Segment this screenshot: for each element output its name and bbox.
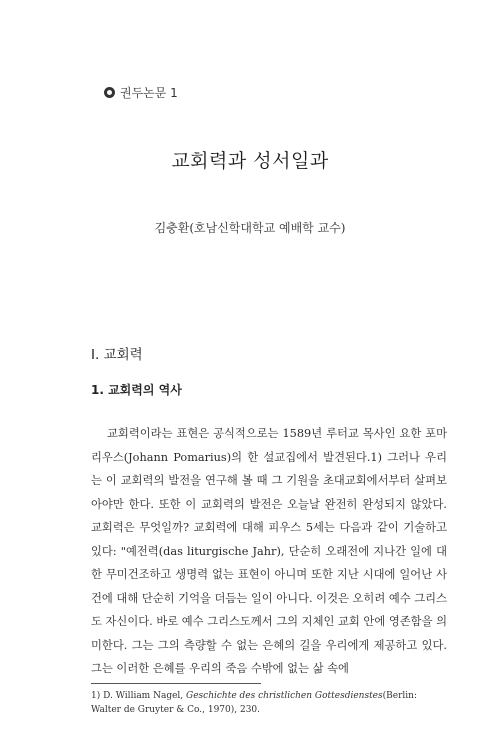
section-label: 권두논문 1 <box>120 86 178 100</box>
footnote-suffix: (Berlin: Walter de Gruyter & Co., 1970), 230. <box>91 691 417 715</box>
section-marker <box>104 84 178 101</box>
footnote-prefix: 1) D. William Nagel, <box>91 691 187 701</box>
footnote <box>91 689 447 717</box>
body-text <box>91 422 447 681</box>
subsection-heading: 1. 교회력의 역사 <box>91 383 182 397</box>
body-paragraph: 교회력이라는 표현은 공식적으로는 1589년 루터교 목사인 요한 포마리우스(Johann Pomarius)의 한 설교집에서 발견된다.1) 그러나 우리는 이 교회력의 발전을 연구해 볼 때 그 기원을 초대교회에서부터 살펴보아야만 한다. 또한 이 교회력의 발전은 오늘날 완전히 완성되지 않았다. 교회력은 무엇일까? 교회력에 대해 피우스 5세는 다음과 같이 기술하고 있다: "예전력(das liturgische Jahr), 단순히 오래전에 지나간 일에 대한 무미건조하고 생명력 없는 표현이 아니며 또한 지난 시대에 일어난 사건에 대해 단순히 기억을 더듬는 일이 아니다. 이것은 오히려 예수 그리스도 자신이다. 바로 예수 그리스도께서 그의 지체인 교회 안에 영존함을 의미한다. 그는 그의 측량할 수 없는 은혜의 길을 우리에게 제공하고 있다. 그는 이러한 은혜를 우리의 죽음 수밖에 없는 삶 속에 <box>91 427 447 675</box>
footnote-source-title: Geschichte des christlichen Gottesdienstes <box>186 691 383 701</box>
section-heading: I. 교회력 <box>91 347 143 363</box>
footnote-divider <box>91 683 261 684</box>
bullet-circle-icon <box>104 87 115 98</box>
author-line: 김충환(호남신학대학교 예배학 교수) <box>154 221 346 235</box>
article-title: 교회력과 성서일과 <box>171 150 329 172</box>
